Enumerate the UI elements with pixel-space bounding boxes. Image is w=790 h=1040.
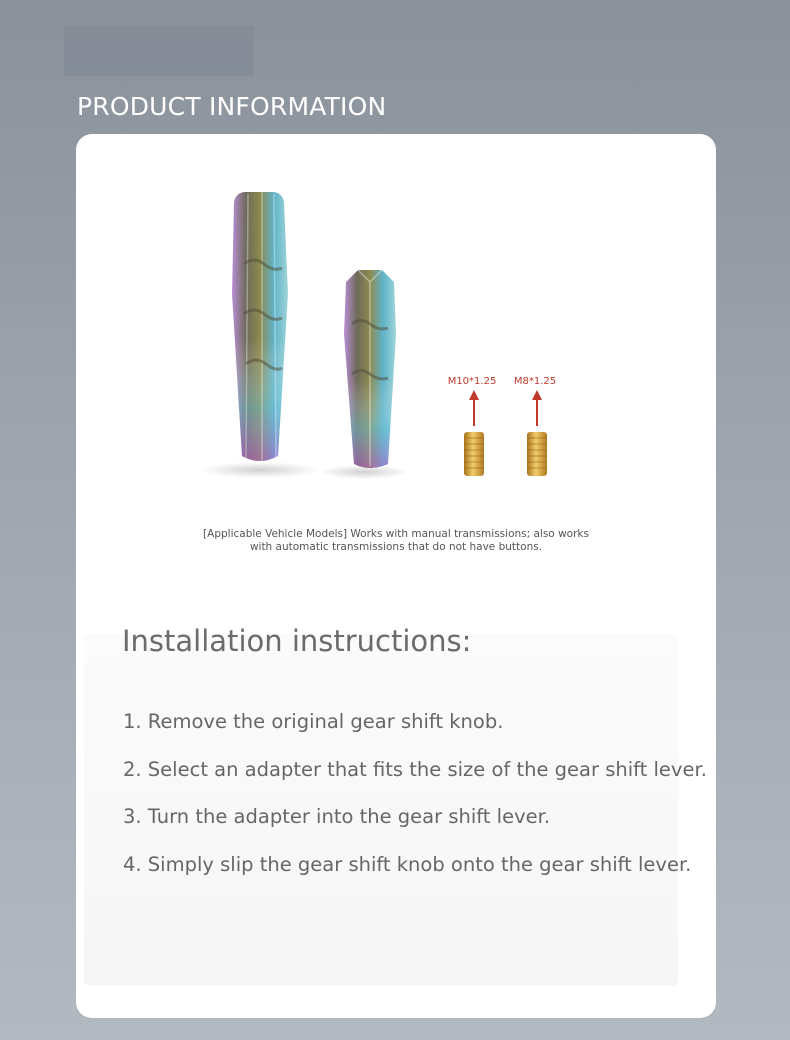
instruction-step: 2. Select an adapter that fits the size of the gear shift lever. <box>123 757 707 781</box>
caption-line: with automatic transmissions that do not have buttons. <box>249 541 543 553</box>
compatibility-caption <box>76 528 716 554</box>
arrow-up-icon <box>532 390 542 426</box>
background-decoration <box>64 26 254 76</box>
instruction-step: 4. Simply slip the gear shift knob onto the gear shift lever. <box>123 852 692 876</box>
product-image <box>186 174 606 494</box>
long-gear-knob <box>232 192 288 462</box>
short-gear-knob <box>344 270 396 468</box>
thread-size-label-m10: M10*1.25 <box>447 376 497 387</box>
instructions-title: Installation instructions: <box>122 624 472 658</box>
thread-adapter-m8 <box>527 432 547 476</box>
thread-size-label-m8: M8*1.25 <box>513 376 557 387</box>
thread-adapter-m10 <box>464 432 484 476</box>
long-knob-shadow <box>200 462 320 478</box>
instruction-step: 1. Remove the original gear shift knob. <box>123 710 504 733</box>
caption-line: [Applicable Vehicle Models] Works with manual transmissions; also works <box>203 528 589 540</box>
arrow-up-icon <box>469 390 479 426</box>
product-info-card <box>76 134 716 1018</box>
instruction-steps <box>123 708 707 898</box>
section-heading: PRODUCT INFORMATION <box>77 92 387 121</box>
instruction-step: 3. Turn the adapter into the gear shift lever. <box>123 805 551 828</box>
